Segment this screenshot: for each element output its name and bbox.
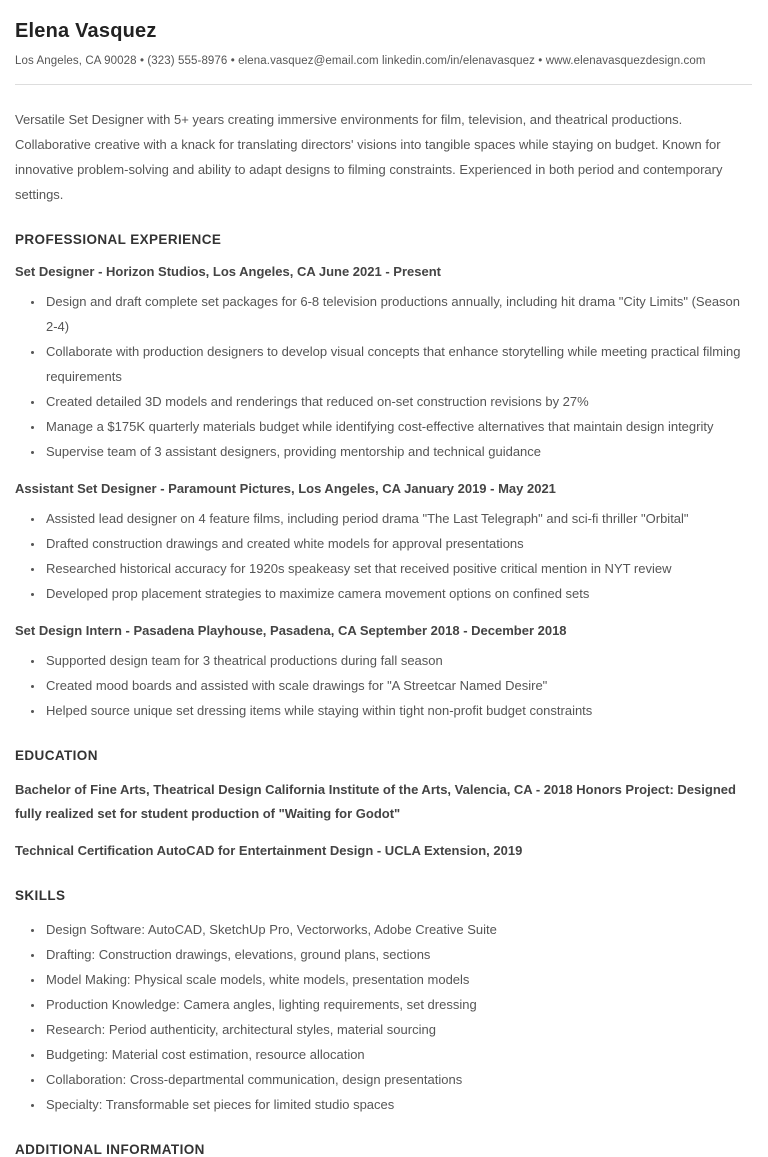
experience-heading: PROFESSIONAL EXPERIENCE bbox=[15, 232, 222, 247]
section-experience bbox=[15, 232, 752, 723]
job-entry bbox=[15, 264, 752, 464]
bullet-item: • Helped source unique set dressing items while staying within tight non-profit budget constraints bbox=[44, 698, 752, 723]
additional-heading: ADDITIONAL INFORMATION bbox=[15, 1142, 205, 1157]
section-skills bbox=[15, 888, 752, 1117]
resume-header bbox=[15, 20, 752, 67]
job-entry bbox=[15, 481, 752, 606]
education-entry: Bachelor of Fine Arts, Theatrical Design California Institute of the Arts, Valencia, CA - 2018 Honors Project: Designed fully realized set for student production of "Waiting for Godot" bbox=[15, 782, 736, 821]
job-bullets bbox=[15, 289, 752, 464]
bullet-item: • Design and draft complete set packages for 6-8 television productions annually, including hit drama "City Limits" (Season 2-4) bbox=[44, 289, 752, 339]
education-entry: Technical Certification AutoCAD for Entertainment Design - UCLA Extension, 2019 bbox=[15, 843, 523, 858]
bullet-item: • Created mood boards and assisted with scale drawings for "A Streetcar Named Desire" bbox=[44, 673, 752, 698]
skills-list bbox=[15, 917, 752, 1117]
bullet-item: • Production Knowledge: Camera angles, lighting requirements, set dressing bbox=[44, 992, 752, 1017]
bullet-item: • Researched historical accuracy for 1920s speakeasy set that received positive critical mention in NYT review bbox=[44, 556, 752, 581]
bullet-item: • Model Making: Physical scale models, white models, presentation models bbox=[44, 967, 752, 992]
bullet-item: • Specialty: Transformable set pieces for limited studio spaces bbox=[44, 1092, 752, 1117]
job-bullets bbox=[15, 648, 752, 723]
job-title: Set Design Intern - Pasadena Playhouse, Pasadena, CA September 2018 - December 2018 bbox=[15, 623, 567, 638]
bullet-item: • Collaboration: Cross-departmental communication, design presentations bbox=[44, 1067, 752, 1092]
page-title: Elena Vasquez bbox=[15, 20, 157, 42]
bullet-item: • Assisted lead designer on 4 feature films, including period drama "The Last Telegraph" and sci-fi thriller "Orbital" bbox=[44, 506, 752, 531]
bullet-item: • Supported design team for 3 theatrical productions during fall season bbox=[44, 648, 752, 673]
bullet-item: • Created detailed 3D models and renderings that reduced on-set construction revisions by 27% bbox=[44, 389, 752, 414]
bullet-item: • Drafting: Construction drawings, elevations, ground plans, sections bbox=[44, 942, 752, 967]
job-title: Assistant Set Designer - Paramount Pictures, Los Angeles, CA January 2019 - May 2021 bbox=[15, 481, 556, 496]
summary-text: Versatile Set Designer with 5+ years creating immersive environments for film, television, and theatrical productions. Collaborative creative with a knack for translating directors' visions into tangible spaces while staying on budget. Known for innovative problem-solving and ability to adapt designs to filming constraints. Experienced in both period and contemporary settings. bbox=[15, 112, 723, 202]
section-education bbox=[15, 748, 752, 863]
bullet-item: • Manage a $175K quarterly materials budget while identifying cost-effective alternatives that maintain design integrity bbox=[44, 414, 752, 439]
job-bullets bbox=[15, 506, 752, 606]
bullet-item: • Design Software: AutoCAD, SketchUp Pro, Vectorworks, Adobe Creative Suite bbox=[44, 917, 752, 942]
education-heading: EDUCATION bbox=[15, 748, 98, 763]
section-additional bbox=[15, 1142, 752, 1157]
job-entry bbox=[15, 623, 752, 723]
bullet-item: • Research: Period authenticity, architectural styles, material sourcing bbox=[44, 1017, 752, 1042]
bullet-item: • Drafted construction drawings and created white models for approval presentations bbox=[44, 531, 752, 556]
contact-line: Los Angeles, CA 90028 • (323) 555-8976 • elena.vasquez@email.com linkedin.com/in/elenavasquez • www.elenavasquezdesign.com bbox=[15, 55, 706, 67]
skills-heading: SKILLS bbox=[15, 888, 66, 903]
bullet-item: • Developed prop placement strategies to maximize camera movement options on confined sets bbox=[44, 581, 752, 606]
bullet-item: • Budgeting: Material cost estimation, resource allocation bbox=[44, 1042, 752, 1067]
header-divider bbox=[15, 84, 752, 85]
job-title: Set Designer - Horizon Studios, Los Angeles, CA June 2021 - Present bbox=[15, 264, 441, 279]
bullet-item: • Supervise team of 3 assistant designers, providing mentorship and technical guidance bbox=[44, 439, 752, 464]
bullet-item: • Collaborate with production designers to develop visual concepts that enhance storytelling while meeting practical filming requirements bbox=[44, 339, 752, 389]
